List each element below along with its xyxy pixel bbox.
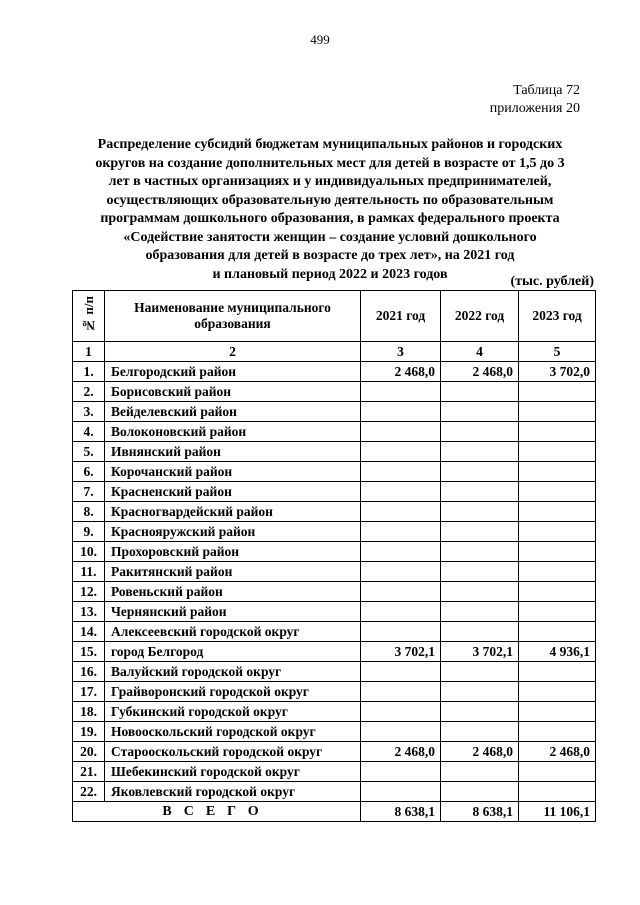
value-2021: [361, 562, 441, 582]
row-name: Корочанский район: [105, 462, 361, 482]
row-number: 5.: [73, 442, 105, 462]
total-2022: 8 638,1: [441, 802, 519, 822]
total-label: ВСЕГО: [73, 802, 361, 822]
table-number: Таблица 72: [513, 83, 580, 98]
row-number: 13.: [73, 602, 105, 622]
value-2023: [519, 462, 596, 482]
row-name: город Белгород: [105, 642, 361, 662]
value-2023: [519, 662, 596, 682]
value-2023: 3 702,0: [519, 362, 596, 382]
column-index-row: [73, 342, 596, 362]
value-2021: [361, 482, 441, 502]
row-name: Красногвардейский район: [105, 502, 361, 522]
row-number: 1.: [73, 362, 105, 382]
value-2023: [519, 782, 596, 802]
title-line: округов на создание дополнительных мест для детей в возрасте от 1,5 до 3: [95, 155, 565, 171]
title-line: лет в частных организациях и у индивидуальных предпринимателей,: [108, 174, 552, 189]
header-name: Наименование муниципального образования: [105, 291, 361, 342]
value-2022: [441, 562, 519, 582]
value-2023: [519, 722, 596, 742]
value-2023: [519, 762, 596, 782]
value-2023: [519, 442, 596, 462]
table-row: [73, 522, 596, 542]
title-line: образования для детей в возрасте до трех лет», на 2021 год: [145, 248, 515, 263]
row-number: 2.: [73, 382, 105, 402]
table-row: [73, 382, 596, 402]
value-2022: [441, 462, 519, 482]
value-2021: [361, 662, 441, 682]
table-row: [73, 622, 596, 642]
value-2023: [519, 402, 596, 422]
row-number: 14.: [73, 622, 105, 642]
table-row: [73, 762, 596, 782]
row-name: Ивнянский район: [105, 442, 361, 462]
units-label: (тыс. рублей): [510, 274, 594, 289]
annex-reference: [490, 82, 580, 118]
table-row: [73, 682, 596, 702]
row-name: Шебекинский городской округ: [105, 762, 361, 782]
row-name: Белгородский район: [105, 362, 361, 382]
header-2023: 2023 год: [519, 291, 596, 342]
row-name: Ракитянский район: [105, 562, 361, 582]
row-name: Валуйский городской округ: [105, 662, 361, 682]
table-row: [73, 582, 596, 602]
value-2022: [441, 602, 519, 622]
value-2023: [519, 562, 596, 582]
table-row: [73, 362, 596, 382]
value-2021: 2 468,0: [361, 742, 441, 762]
value-2023: [519, 542, 596, 562]
table-body: [73, 362, 596, 802]
value-2023: 4 936,1: [519, 642, 596, 662]
value-2022: [441, 782, 519, 802]
table-row: [73, 402, 596, 422]
value-2022: [441, 682, 519, 702]
value-2022: [441, 622, 519, 642]
row-number: 10.: [73, 542, 105, 562]
table-row: [73, 642, 596, 662]
table-row: [73, 722, 596, 742]
row-number: 4.: [73, 422, 105, 442]
value-2021: [361, 422, 441, 442]
value-2021: [361, 782, 441, 802]
row-name: Чернянский район: [105, 602, 361, 622]
page-number: 499: [310, 32, 330, 47]
value-2023: [519, 522, 596, 542]
value-2023: 2 468,0: [519, 742, 596, 762]
row-name: Красненский район: [105, 482, 361, 502]
value-2021: [361, 502, 441, 522]
value-2023: [519, 622, 596, 642]
value-2023: [519, 602, 596, 622]
value-2022: [441, 482, 519, 502]
value-2023: [519, 682, 596, 702]
row-name: Новооскольский городской округ: [105, 722, 361, 742]
row-number: 16.: [73, 662, 105, 682]
table-header-row: [73, 291, 596, 342]
row-number: 17.: [73, 682, 105, 702]
appendix-number: приложения 20: [489, 101, 580, 116]
row-number: 12.: [73, 582, 105, 602]
value-2022: 3 702,1: [441, 642, 519, 662]
total-2021: 8 638,1: [361, 802, 441, 822]
table-row: [73, 482, 596, 502]
row-name: Грайворонский городской округ: [105, 682, 361, 702]
title-line: «Содействие занятости женщин – создание условий дошкольного: [123, 229, 537, 245]
value-2023: [519, 482, 596, 502]
header-2021: 2021 год: [361, 291, 441, 342]
column-index: 1: [73, 342, 105, 362]
table-row: [73, 542, 596, 562]
column-index: 3: [361, 342, 441, 362]
header-2022: 2022 год: [441, 291, 519, 342]
value-2022: [441, 702, 519, 722]
value-2022: [441, 722, 519, 742]
value-2021: [361, 582, 441, 602]
column-index: 5: [519, 342, 596, 362]
value-2023: [519, 502, 596, 522]
value-2022: [441, 762, 519, 782]
title-line: осуществляющих образовательную деятельность по образовательным: [106, 192, 554, 208]
value-2022: [441, 442, 519, 462]
table-row: [73, 702, 596, 722]
value-2022: [441, 502, 519, 522]
table-row: [73, 662, 596, 682]
value-2022: [441, 382, 519, 402]
value-2021: [361, 722, 441, 742]
value-2021: [361, 762, 441, 782]
value-2022: [441, 582, 519, 602]
value-2021: [361, 702, 441, 722]
value-2021: [361, 622, 441, 642]
row-name: Вейделевский район: [105, 402, 361, 422]
row-name: Борисовский район: [105, 382, 361, 402]
table-row: [73, 562, 596, 582]
value-2021: 2 468,0: [361, 362, 441, 382]
title-line: Распределение субсидий бюджетам муниципальных районов и городских: [97, 137, 563, 152]
row-number: 8.: [73, 502, 105, 522]
value-2021: [361, 542, 441, 562]
total-row: [73, 802, 596, 822]
row-number: 15.: [73, 642, 105, 662]
row-number: 7.: [73, 482, 105, 502]
row-name: Губкинский городской округ: [105, 702, 361, 722]
value-2022: [441, 402, 519, 422]
value-2023: [519, 582, 596, 602]
table-row: [73, 442, 596, 462]
row-name: Волоконовский район: [105, 422, 361, 442]
row-name: Яковлевский городской округ: [105, 782, 361, 802]
row-name: Прохоровский район: [105, 542, 361, 562]
row-name: Ровеньский район: [105, 582, 361, 602]
title-line: и плановый период 2022 и 2023 годов: [212, 266, 448, 282]
value-2023: [519, 702, 596, 722]
row-number: 20.: [73, 742, 105, 762]
total-2023: 11 106,1: [519, 802, 596, 822]
row-number: 6.: [73, 462, 105, 482]
row-name: Старооскольский городской округ: [105, 742, 361, 762]
table-row: [73, 462, 596, 482]
table-row: [73, 742, 596, 762]
value-2022: 2 468,0: [441, 742, 519, 762]
column-index: 2: [105, 342, 361, 362]
title-line: программам дошкольного образования, в рамках федерального проекта: [100, 211, 560, 226]
row-name: Алексеевский городской округ: [105, 622, 361, 642]
value-2021: [361, 442, 441, 462]
value-2021: [361, 462, 441, 482]
value-2021: [361, 522, 441, 542]
value-2022: [441, 662, 519, 682]
row-number: 22.: [73, 782, 105, 802]
table-row: [73, 502, 596, 522]
table-row: [73, 422, 596, 442]
value-2022: 2 468,0: [441, 362, 519, 382]
document-title: [70, 136, 590, 284]
value-2023: [519, 382, 596, 402]
value-2021: [361, 602, 441, 622]
row-number: 9.: [73, 522, 105, 542]
row-number: 3.: [73, 402, 105, 422]
value-2021: [361, 382, 441, 402]
value-2022: [441, 422, 519, 442]
value-2022: [441, 522, 519, 542]
row-number: 11.: [73, 562, 105, 582]
header-number: № п/п: [73, 291, 105, 342]
value-2021: 3 702,1: [361, 642, 441, 662]
row-number: 18.: [73, 702, 105, 722]
value-2021: [361, 402, 441, 422]
value-2021: [361, 682, 441, 702]
subsidy-table: [72, 290, 596, 822]
row-number: 19.: [73, 722, 105, 742]
row-name: Краснояружский район: [105, 522, 361, 542]
value-2022: [441, 542, 519, 562]
table-row: [73, 602, 596, 622]
row-number: 21.: [73, 762, 105, 782]
table-row: [73, 782, 596, 802]
column-index: 4: [441, 342, 519, 362]
value-2023: [519, 422, 596, 442]
